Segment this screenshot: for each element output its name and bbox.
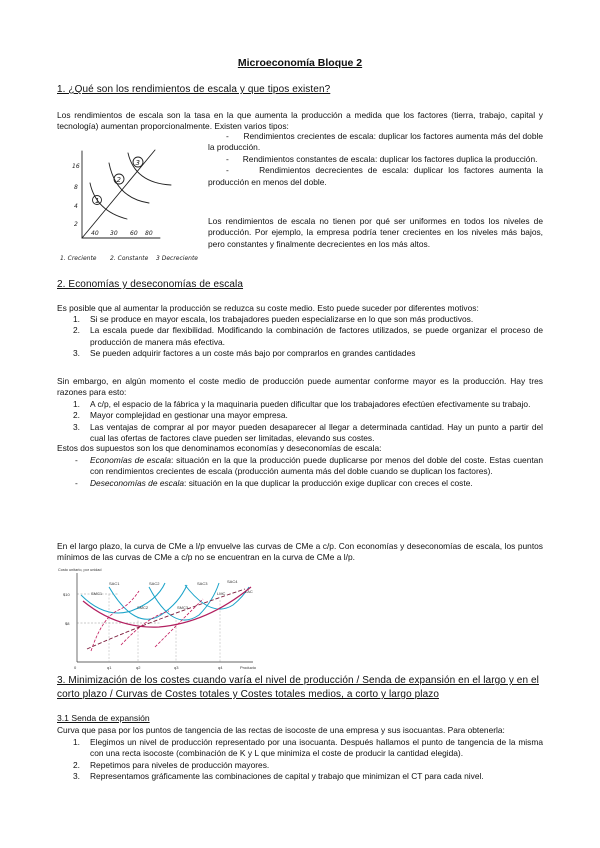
reason-item: 3. Se pueden adquirir factores a un coste más bajo por comprarlos en grandes cantidades bbox=[73, 348, 416, 359]
long-run-cost-chart bbox=[57, 565, 267, 675]
sketch-legend-item: 2. Constante bbox=[110, 255, 149, 262]
section-3-heading: 3. Minimización de los costes cuando varía el nivel de producción / Senda de expansión en el largo y en el corto plazo / Curvas de Costes totales y Costes totales medios, a corto y largo plazo bbox=[57, 675, 539, 700]
chart-curve-label: SAC3 bbox=[197, 581, 208, 586]
step-item: 3. Representamos gráficamente las combinaciones de capital y trabajo que minimizan el CT para cada nivel. bbox=[73, 771, 484, 782]
chart-curve-label: SAC4 bbox=[227, 579, 238, 584]
sketch-region-mark: 1 bbox=[95, 197, 100, 205]
definitions-list bbox=[57, 455, 543, 489]
diseconomies-causes-list bbox=[57, 399, 543, 445]
expansion-steps-list bbox=[57, 737, 543, 783]
reason-item: 1. Si se produce en mayor escala, los trabajadores pueden especializarse en lo que son más productivos. bbox=[73, 314, 474, 324]
sketch-isoquant-3 bbox=[128, 153, 171, 185]
sketch-isoquant-2 bbox=[109, 163, 149, 203]
sketch-region-mark: 2 bbox=[116, 176, 121, 184]
chart-curve-label: SAC2 bbox=[149, 581, 160, 586]
section-2-however: Sin embargo, en algún momento el coste medio de producción puede aumentar conforme mayor es la producción. Hay tres razones para esto: bbox=[57, 376, 543, 398]
chart-curve-label: SAC1 bbox=[109, 581, 120, 586]
sketch-y-tick: 4 bbox=[74, 203, 78, 210]
definition-item: - Economías de escala: situación en la que la producción puede duplicarse por menos del doble del coste. Estas cuentan con rendimientos crecientes de escala (producción aumenta más del doble cuando se duplican los factores). bbox=[75, 455, 543, 477]
lmc-curve bbox=[87, 589, 245, 649]
section-1-intro: Los rendimientos de escala son la tasa en la que aumenta la producción a medida que los factores (tierra, trabajo, capital y tecnología) aumentan proporcionalmente. Existen varios tipos: bbox=[57, 110, 543, 132]
lac-curve bbox=[83, 587, 251, 627]
returns-to-scale-sketch bbox=[57, 143, 207, 273]
sketch-region-mark: 3 bbox=[135, 159, 140, 167]
chart-curve-label: LAC bbox=[245, 589, 253, 594]
sketch-legend-item: 3 Decreciente bbox=[156, 255, 198, 262]
section-1-heading: 1. ¿Qué son los rendimientos de escala y que tipos existen? bbox=[57, 84, 331, 95]
definition-item: - Deseconomías de escala: situación en la que duplicar la producción exige duplicar con creces el coste. bbox=[75, 477, 473, 488]
cause-item: 2. Mayor complejidad en gestionar una mayor empresa. bbox=[73, 410, 288, 421]
smc1-curve bbox=[91, 591, 139, 651]
chart-curve-label: SMC1 bbox=[91, 591, 103, 596]
document-title: Microeconomía Bloque 2 bbox=[237, 57, 363, 69]
section-1-closing: Los rendimientos de escala no tienen por qué ser uniformes en todos los niveles de producción. Por ejemplo, la empresa podría tener crecientes en los niveles más bajos, pero constantes y finalmente decrecientes en los más altos. bbox=[208, 216, 543, 249]
sketch-y-tick: 16 bbox=[72, 163, 80, 170]
definition-term: Economías de escala bbox=[90, 455, 172, 465]
sketch-expansion-ray bbox=[82, 150, 155, 238]
sketch-y-tick: 8 bbox=[74, 184, 78, 191]
section-2-heading: 2. Economías y deseconomías de escala bbox=[57, 279, 244, 290]
cause-item: 3. Las ventajas de comprar al por mayor pueden desaparecer al llegar a determinada cantidad. Hay un punto a partir del cual las ofertas de factores clave pueden ser limitadas, elevando sus costes. bbox=[73, 421, 543, 444]
chart-x-label: Producto bbox=[240, 665, 257, 670]
chart-curve-label: LMC bbox=[217, 591, 226, 596]
returns-type-item: - Rendimientos constantes de escala: duplicar los factores duplica la producción. bbox=[226, 153, 538, 164]
sketch-x-tick: 30 bbox=[110, 230, 118, 237]
section-3-1-heading: 3.1 Senda de expansión bbox=[57, 713, 150, 723]
section-2-intro: Es posible que al aumentar la producción se reduzca su coste medio. Esto puede suceder por diferentes motivos: bbox=[57, 303, 479, 313]
chart-y-tick: $10 bbox=[63, 592, 70, 597]
sketch-y-tick: 2 bbox=[74, 221, 78, 228]
long-run-text: En el largo plazo, la curva de CMe a l/p envuelve las curvas de CMe a c/p. Con economías y deseconomías de escala, los puntos mínimos de las curvas de CMe a c/p no se encuentran en la curva de CMe a l/p. bbox=[57, 541, 543, 563]
sketch-legend-item: 1. Creciente bbox=[60, 255, 97, 262]
chart-x-tick: q3 bbox=[174, 665, 179, 670]
chart-y-tick: $8 bbox=[65, 621, 70, 626]
sketch-x-tick: 40 bbox=[91, 230, 99, 237]
step-item: 2. Repetimos para niveles de producción mayores. bbox=[73, 759, 270, 770]
sketch-x-tick: 60 bbox=[130, 230, 138, 237]
returns-type-item: - Rendimientos decrecientes de escala: duplicar los factores aumenta la producción en menos del doble. bbox=[208, 165, 543, 187]
cause-item: 1. A c/p, el espacio de la fábrica y la maquinaria pueden dificultar que los trabajadores efectúen efectivamente su trabajo. bbox=[73, 399, 531, 409]
chart-x-tick: q2 bbox=[136, 665, 141, 670]
chart-x-tick: q4 bbox=[218, 665, 223, 670]
definitions-intro: Estos dos supuestos son los que denominamos economías y deseconomías de escala: bbox=[57, 443, 382, 453]
sketch-x-tick: 80 bbox=[145, 230, 153, 237]
chart-x-tick: q1 bbox=[107, 665, 112, 670]
returns-types-list bbox=[208, 131, 543, 188]
chart-x-tick: 0 bbox=[74, 665, 77, 670]
economies-reasons-list bbox=[57, 314, 543, 360]
reason-item: 2. La escala puede dar flexibilidad. Modificando la combinación de factores utilizados, se puede organizar el proceso de producción de manera más efectiva. bbox=[73, 325, 543, 347]
definition-term: Deseconomías de escala bbox=[90, 477, 185, 488]
chart-curve-label: SMC2 bbox=[137, 605, 149, 610]
section-3-intro: Curva que pasa por los puntos de tangencia de las rectas de isocoste de una empresa y sus isocuantas. Para obtenerla: bbox=[57, 725, 505, 735]
chart-curve-label: SMC3 bbox=[177, 605, 189, 610]
step-item: 1. Elegimos un nivel de producción representado por una isocuanta. Después hallamos el punto de tangencia de la misma con una recta isocoste (combinación de K y L que minimiza el coste de producir la cantidad elegida). bbox=[73, 737, 543, 759]
chart-y-label: Costo unitario, por unidad bbox=[58, 568, 102, 572]
returns-type-item: - Rendimientos crecientes de escala: duplicar los factores aumenta más del doble la producción. bbox=[208, 131, 544, 153]
